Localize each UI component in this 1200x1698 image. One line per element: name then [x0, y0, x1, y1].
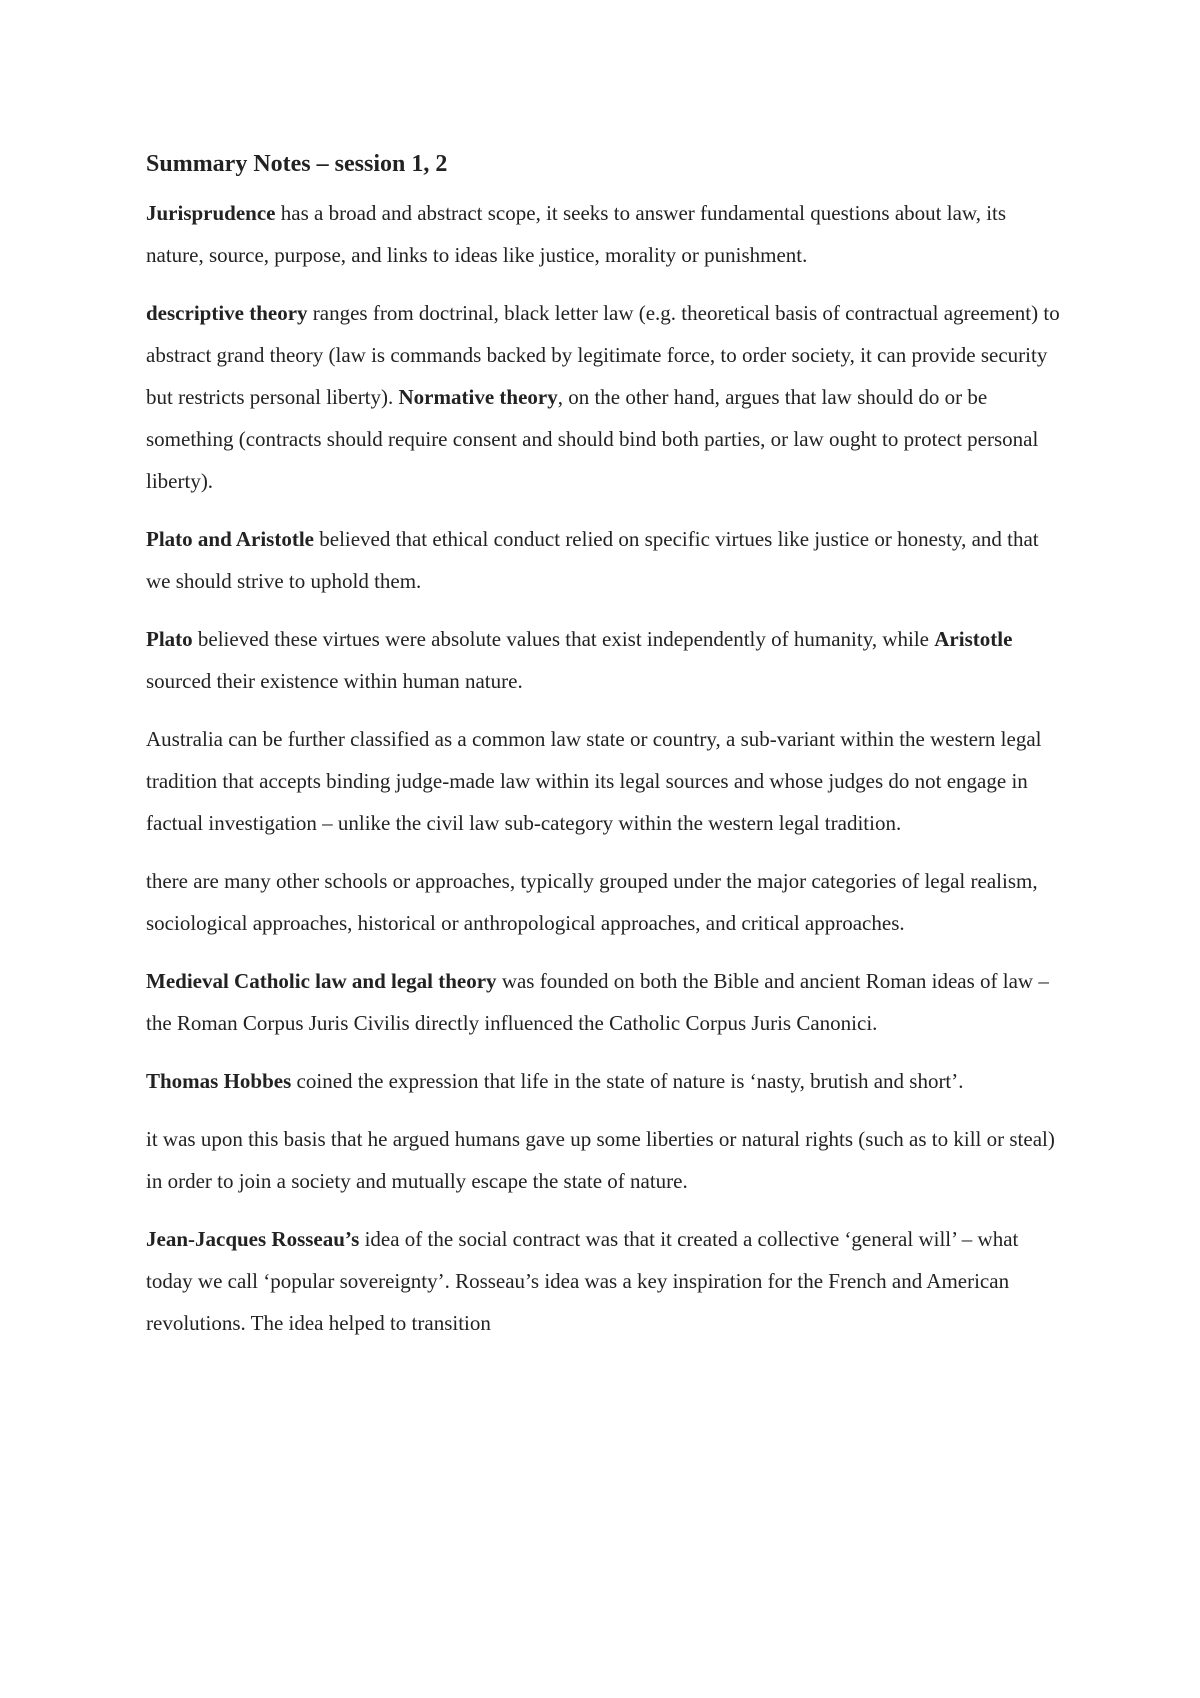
bold-term: Medieval Catholic law and legal theory [146, 969, 497, 993]
bold-term: Plato [146, 627, 193, 651]
paragraph-text: has a broad and abstract scope, it seeks to answer fundamental questions about law, its nature, source, purpose, and links to ideas like justice, morality or punishment. [146, 201, 1007, 267]
paragraph [146, 1218, 1066, 1344]
bold-term: Normative theory [398, 385, 558, 409]
paragraph-text: coined the expression that life in the state of nature is ‘nasty, brutish and short’. [291, 1069, 964, 1093]
paragraph [146, 518, 1066, 602]
paragraph [146, 1118, 1066, 1202]
paragraph [146, 1060, 1066, 1102]
bold-term: Jean-Jacques Rosseau’s [146, 1227, 360, 1251]
paragraph-text: believed that ethical conduct relied on specific virtues like justice or honesty, and that we should strive to uphold them. [146, 527, 1039, 593]
paragraph [146, 192, 1066, 276]
paragraph-list [146, 192, 1066, 1344]
bold-term: Jurisprudence [146, 201, 276, 225]
paragraph [146, 292, 1066, 502]
bold-term: descriptive theory [146, 301, 308, 325]
paragraph [146, 960, 1066, 1044]
paragraph-text: idea of the social contract was that it created a collective ‘general will’ – what today we call ‘popular sovereignty’. Rosseau’s idea was a key inspiration for the French and American revolutions. The idea helped to transition [146, 1227, 1019, 1335]
paragraph-text: ranges from doctrinal, black letter law (e.g. theoretical basis of contractual agreement) to abstract grand theory (law is commands backed by legitimate force, to order society, it can provide security but restricts personal liberty). [146, 301, 1060, 409]
document-title: Summary Notes – session 1, 2 [146, 151, 448, 177]
document-body [146, 146, 1066, 1360]
paragraph-text: it was upon this basis that he argued humans gave up some liberties or natural rights (such as to kill or steal) in order to join a society and mutually escape the state of nature. [146, 1127, 1055, 1193]
bold-term: Aristotle [934, 627, 1013, 651]
paragraph-text: , on the other hand, argues that law should do or be something (contracts should require consent and should bind both parties, or law ought to protect personal liberty). [146, 385, 1039, 493]
bold-term: Plato and Aristotle [146, 527, 314, 551]
bold-term: Thomas Hobbes [146, 1069, 292, 1093]
paragraph-text: sourced their existence within human nature. [146, 669, 523, 693]
paragraph-text: believed these virtues were absolute values that exist independently of humanity, while [192, 627, 935, 651]
paragraph [146, 718, 1066, 844]
paragraph-text: was founded on both the Bible and ancient Roman ideas of law – the Roman Corpus Juris Civilis directly influenced the Catholic Corpus Juris Canonici. [146, 969, 1049, 1035]
paragraph [146, 860, 1066, 944]
paragraph [146, 618, 1066, 702]
paragraph-text: Australia can be further classified as a common law state or country, a sub-variant within the western legal tradition that accepts binding judge-made law within its legal sources and whose judges do not engage in factual investigation – unlike the civil law sub-category within the western legal tradition. [146, 727, 1042, 835]
paragraph-text: there are many other schools or approaches, typically grouped under the major categories of legal realism, sociological approaches, historical or anthropological approaches, and critical approaches. [146, 869, 1038, 935]
